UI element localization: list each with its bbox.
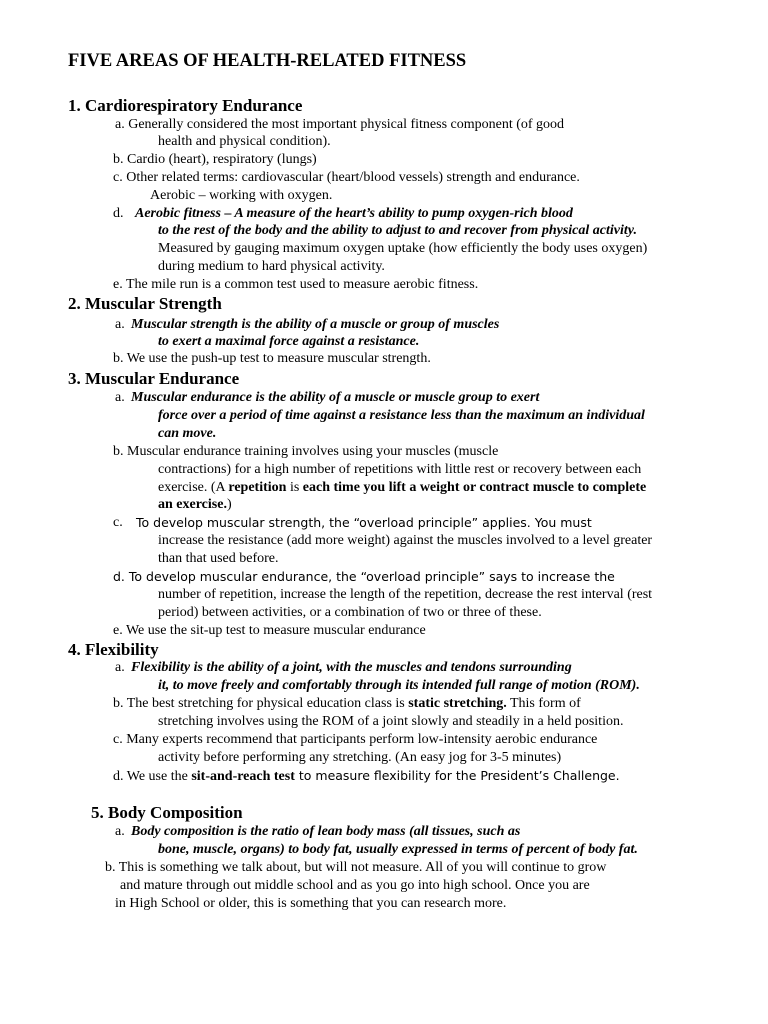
- s3-item-e: e. We use the sit-up test to measure muscular endurance: [113, 623, 426, 638]
- s3-item-b-line4: an exercise.): [158, 497, 232, 512]
- s1-item-d-line3: Measured by gauging maximum oxygen uptake (how efficiently the body uses oxygen): [158, 241, 648, 256]
- section-heading-cardiorespiratory: 1. Cardiorespiratory Endurance: [68, 96, 303, 115]
- s1-item-d-line2: to the rest of the body and the ability to adjust to and recover from physical activity.: [158, 223, 637, 238]
- s2-item-a-line2: to exert a maximal force against a resistance.: [158, 334, 420, 349]
- page-title: FIVE AREAS OF HEALTH-RELATED FITNESS: [68, 51, 467, 71]
- s1-item-e: e. The mile run is a common test used to measure aerobic fitness.: [113, 277, 479, 292]
- s3-item-b-line3: exercise. (A repetition is each time you lift a weight or contract muscle to complete: [158, 480, 647, 495]
- s3-item-c-line3: than that used before.: [158, 551, 279, 566]
- s3-item-a-label: a.: [115, 390, 125, 405]
- s3-item-d-line2: number of repetition, increase the length of the repetition, decrease the rest interval (rest: [158, 587, 653, 602]
- s4-item-a-line1: Flexibility is the ability of a joint, with the muscles and tendons surrounding: [131, 660, 572, 675]
- s4-item-b-line1: b. The best stretching for physical education class is static stretching. This form of: [113, 696, 581, 711]
- s4-item-b-line2: stretching involves using the ROM of a joint slowly and steadily in a held position.: [158, 714, 624, 729]
- section-heading-muscular-strength: 2. Muscular Strength: [68, 294, 222, 313]
- s1-item-a-line2: health and physical condition).: [158, 134, 331, 149]
- s4-item-c-line2: activity before performing any stretching. (An easy jog for 3-5 minutes): [158, 750, 562, 765]
- s5-item-a-line1: Body composition is the ratio of lean body mass (all tissues, such as: [131, 824, 521, 839]
- s5-item-b-line1: b. This is something we talk about, but will not measure. All of you will continue to grow: [105, 860, 607, 875]
- s2-item-a-line1: Muscular strength is the ability of a muscle or group of muscles: [131, 317, 500, 332]
- s3-item-d-line3: period) between activities, or a combination of two or three of these.: [158, 605, 542, 620]
- s3-item-b-line2: contractions) for a high number of repetitions with little rest or recovery between each: [158, 462, 642, 477]
- section-heading-muscular-endurance: 3. Muscular Endurance: [68, 369, 240, 388]
- s5-item-b-line3: in High School or older, this is something that you can research more.: [115, 896, 507, 911]
- s1-item-d-label: d.: [113, 206, 124, 221]
- s1-item-d-line4: during medium to hard physical activity.: [158, 259, 385, 274]
- s3-item-a-line2: force over a period of time against a resistance less than the maximum an individual: [158, 408, 645, 423]
- s4-item-d: d. We use the sit-and-reach test to measure flexibility for the President’s Challenge.: [113, 768, 620, 784]
- section-heading-body-composition: 5. Body Composition: [91, 803, 243, 822]
- s3-item-c-label: c.: [113, 515, 123, 530]
- section-heading-flexibility: 4. Flexibility: [68, 640, 159, 659]
- s1-item-c-line1: c. Other related terms: cardiovascular (heart/blood vessels) strength and endurance.: [113, 170, 580, 185]
- s3-item-c-line1: To develop muscular strength, the “overload principle” applies. You must: [136, 515, 592, 530]
- s3-item-c-line2: increase the resistance (add more weight) against the muscles involved to a level greater: [158, 533, 653, 548]
- s5-item-a-line2: bone, muscle, organs) to body fat, usually expressed in terms of percent of body fat.: [158, 842, 638, 857]
- s5-item-a-label: a.: [115, 824, 125, 839]
- s3-item-a-line1: Muscular endurance is the ability of a muscle or muscle group to exert: [131, 390, 540, 405]
- s1-item-a-line1: a. Generally considered the most important physical fitness component (of good: [115, 117, 565, 132]
- s5-item-b-line2: and mature through out middle school and as you go into high school. Once you are: [120, 878, 590, 893]
- s3-item-d-line1: d. To develop muscular endurance, the “overload principle” says to increase the: [113, 569, 615, 584]
- s1-item-d-line1: Aerobic fitness – A measure of the heart’s ability to pump oxygen-rich blood: [135, 206, 573, 221]
- s1-item-b: b. Cardio (heart), respiratory (lungs): [113, 152, 317, 167]
- s1-item-c-line2: Aerobic – working with oxygen.: [150, 188, 333, 203]
- s2-item-b: b. We use the push-up test to measure muscular strength.: [113, 351, 431, 366]
- s3-item-b-line1: b. Muscular endurance training involves using your muscles (muscle: [113, 444, 499, 459]
- s2-item-a-label: a.: [115, 317, 125, 332]
- s4-item-a-label: a.: [115, 660, 125, 675]
- s3-item-a-line3: can move.: [158, 426, 217, 441]
- s4-item-c-line1: c. Many experts recommend that participants perform low-intensity aerobic endurance: [113, 732, 598, 747]
- s4-item-a-line2: it, to move freely and comfortably through its intended full range of motion (ROM).: [158, 678, 640, 693]
